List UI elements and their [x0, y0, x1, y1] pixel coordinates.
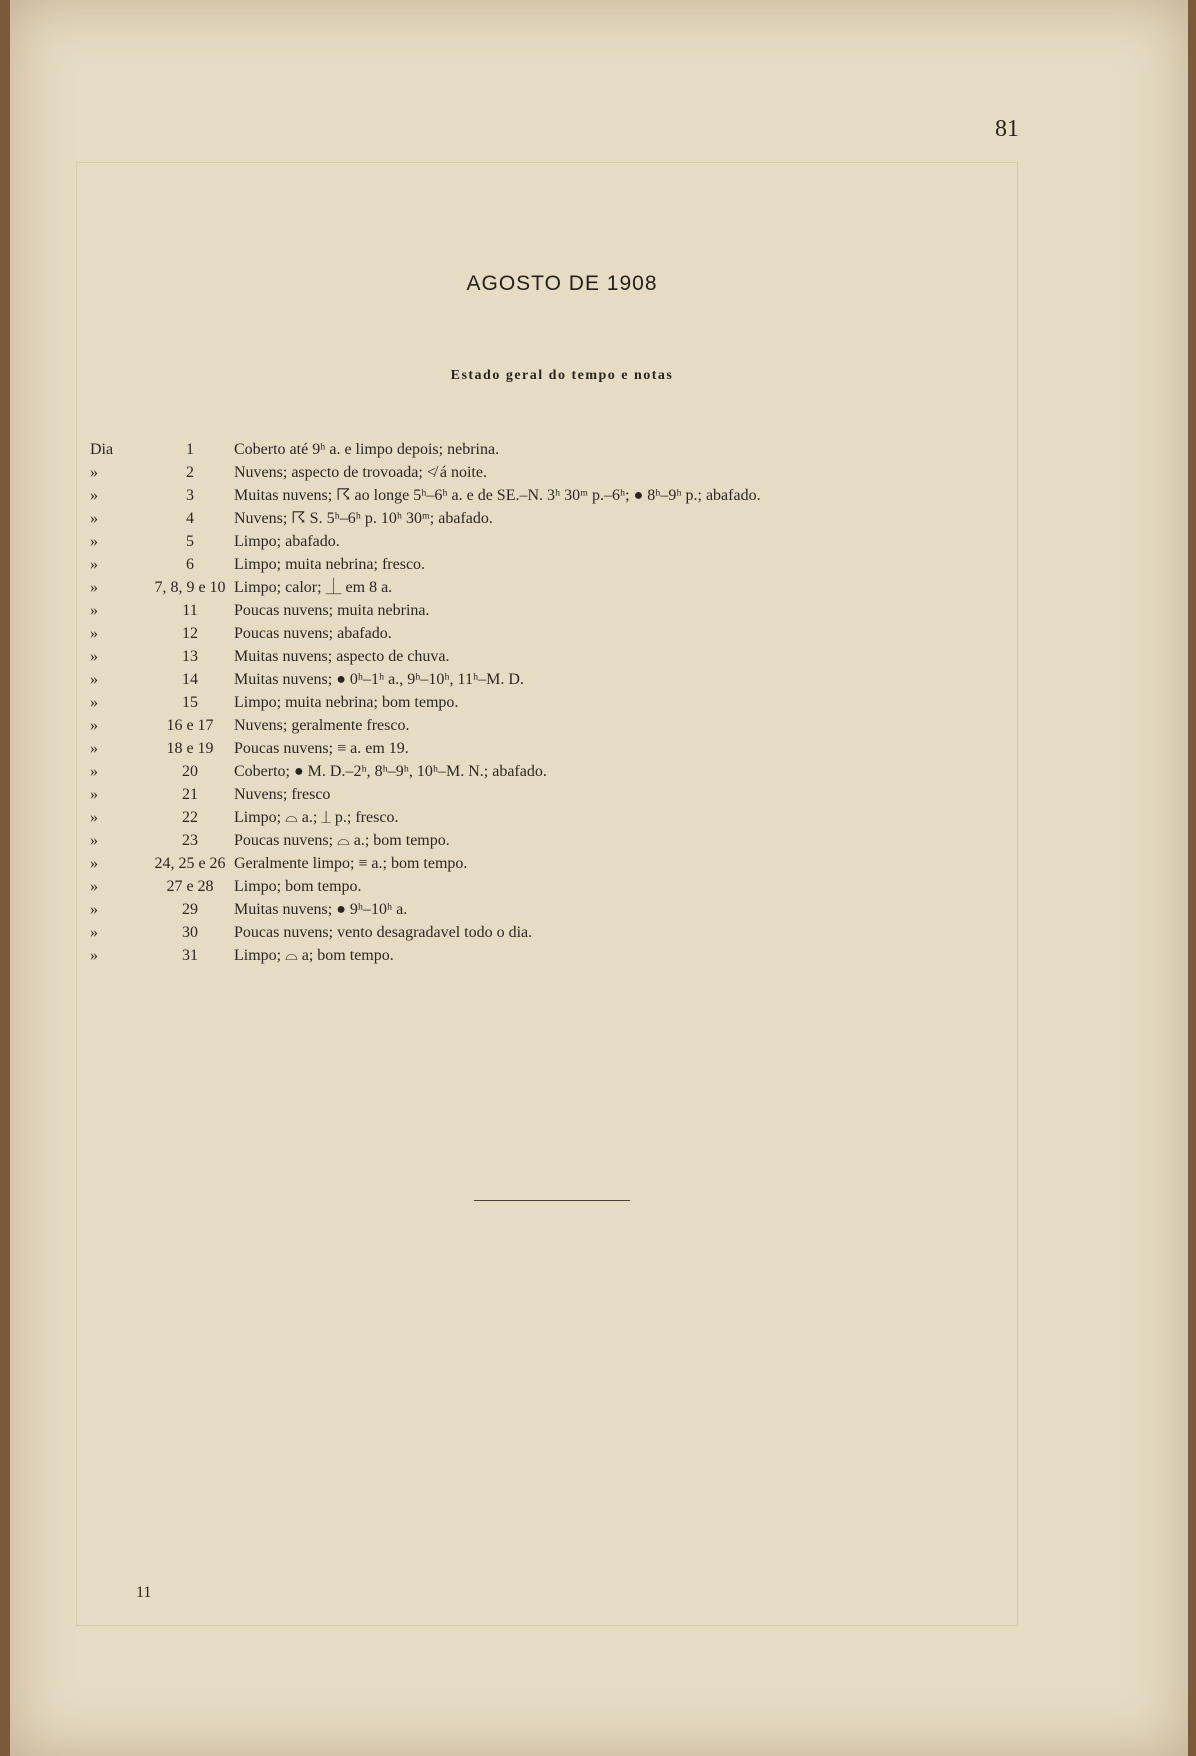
entry-row — [90, 530, 990, 553]
entry-label: » — [90, 832, 98, 849]
entry-row — [90, 714, 990, 737]
entry-row — [90, 484, 990, 507]
entry-note: Muitas nuvens; ● 9ʰ–10ʰ a. — [234, 901, 408, 918]
entry-label: » — [90, 694, 98, 711]
entry-label: Dia — [90, 441, 114, 458]
entry-label: » — [90, 579, 98, 596]
entry-row — [90, 898, 990, 921]
entry-day: 20 — [182, 763, 198, 780]
entry-note: Poucas nuvens; vento desagradavel todo o dia. — [234, 924, 533, 941]
closing-rule — [474, 1200, 630, 1201]
entry-row — [90, 921, 990, 944]
entry-day: 7, 8, 9 e 10 — [154, 579, 226, 596]
entry-label: » — [90, 924, 98, 941]
entry-row — [90, 760, 990, 783]
entry-row — [90, 737, 990, 760]
entry-row — [90, 599, 990, 622]
entry-row — [90, 829, 990, 852]
entry-day: 27 e 28 — [166, 878, 214, 895]
entry-note: Poucas nuvens; ⌓ a.; bom tempo. — [234, 832, 450, 849]
entry-day: 22 — [182, 809, 198, 826]
entry-day: 18 e 19 — [166, 740, 214, 757]
entry-label: » — [90, 556, 98, 573]
entry-row — [90, 668, 990, 691]
entry-day: 4 — [186, 510, 194, 527]
entry-row — [90, 553, 990, 576]
entry-label: » — [90, 717, 98, 734]
entry-label: » — [90, 809, 98, 826]
entry-label: » — [90, 602, 98, 619]
entry-note: Geralmente limpo; ≡ a.; bom tempo. — [234, 855, 468, 872]
entry-note: Muitas nuvens; ● 0ʰ–1ʰ a., 9ʰ–10ʰ, 11ʰ–M. D. — [234, 671, 524, 688]
entry-note: Limpo; bom tempo. — [234, 878, 362, 895]
entry-day: 24, 25 e 26 — [154, 855, 226, 872]
entry-day: 16 e 17 — [166, 717, 214, 734]
entry-row — [90, 438, 990, 461]
entry-note: Muitas nuvens; ☈ ao longe 5ʰ–6ʰ a. e de SE.–N. 3ʰ 30ᵐ p.–6ʰ; ● 8ʰ–9ʰ p.; abafado. — [234, 487, 761, 504]
entry-note: Poucas nuvens; ≡ a. em 19. — [234, 740, 409, 757]
entry-label: » — [90, 625, 98, 642]
entry-row — [90, 944, 990, 967]
entry-day: 5 — [186, 533, 194, 550]
entry-day: 23 — [182, 832, 198, 849]
entry-note: Limpo; calor; ⏊ em 8 a. — [234, 579, 393, 596]
entry-label: » — [90, 878, 98, 895]
entry-note: Limpo; muita nebrina; bom tempo. — [234, 694, 459, 711]
entry-day: 30 — [182, 924, 198, 941]
entry-day: 29 — [182, 901, 198, 918]
entry-row — [90, 507, 990, 530]
entry-note: Nuvens; geralmente fresco. — [234, 717, 410, 734]
entry-day: 6 — [186, 556, 194, 573]
entry-label: » — [90, 901, 98, 918]
entry-day: 14 — [182, 671, 198, 688]
entry-note: Poucas nuvens; muita nebrina. — [234, 602, 430, 619]
entry-label: » — [90, 648, 98, 665]
entry-day: 21 — [182, 786, 198, 803]
entry-day: 11 — [182, 602, 198, 619]
entry-label: » — [90, 786, 98, 803]
entry-day: 2 — [186, 464, 194, 481]
entry-note: Coberto; ● M. D.–2ʰ, 8ʰ–9ʰ, 10ʰ–M. N.; abafado. — [234, 763, 547, 780]
entry-label: » — [90, 671, 98, 688]
entry-label: » — [90, 533, 98, 550]
entry-day: 12 — [182, 625, 198, 642]
entry-row — [90, 622, 990, 645]
section-subtitle: Estado geral do tempo e notas — [450, 368, 674, 383]
entry-label: » — [90, 510, 98, 527]
entry-day: 31 — [182, 947, 198, 964]
entry-note: Limpo; abafado. — [234, 533, 340, 550]
entry-label: » — [90, 855, 98, 872]
entry-row — [90, 783, 990, 806]
entry-label: » — [90, 740, 98, 757]
entry-note: Limpo; ⌓ a.; ⏊ p.; fresco. — [234, 809, 399, 826]
entry-row — [90, 691, 990, 714]
entry-row — [90, 875, 990, 898]
page-title: AGOSTO DE 1908 — [466, 272, 658, 295]
entry-label: » — [90, 947, 98, 964]
page-number: 81 — [995, 116, 1019, 142]
entry-label: » — [90, 763, 98, 780]
entry-day: 3 — [186, 487, 194, 504]
entry-label: » — [90, 487, 98, 504]
entry-note: Limpo; muita nebrina; fresco. — [234, 556, 426, 573]
entry-row — [90, 645, 990, 668]
weather-notes-list — [90, 438, 990, 967]
entry-note: Muitas nuvens; aspecto de chuva. — [234, 648, 450, 665]
signature-mark: 11 — [136, 1584, 152, 1601]
entry-day: 1 — [186, 441, 194, 458]
entry-note: Limpo; ⌓ a; bom tempo. — [234, 947, 394, 964]
document-page — [10, 0, 1188, 1756]
entry-day: 15 — [182, 694, 198, 711]
entry-day: 13 — [182, 648, 198, 665]
entry-row — [90, 576, 990, 599]
entry-row — [90, 461, 990, 484]
entry-row — [90, 852, 990, 875]
entry-row — [90, 806, 990, 829]
entry-note: Poucas nuvens; abafado. — [234, 625, 392, 642]
entry-note: Coberto até 9ʰ a. e limpo depois; nebrina. — [234, 441, 500, 458]
entry-note: Nuvens; fresco — [234, 786, 331, 803]
entry-note: Nuvens; ☈ S. 5ʰ–6ʰ p. 10ʰ 30ᵐ; abafado. — [234, 510, 493, 527]
entry-note: Nuvens; aspecto de trovoada; ≮ á noite. — [234, 464, 487, 481]
entry-label: » — [90, 464, 98, 481]
